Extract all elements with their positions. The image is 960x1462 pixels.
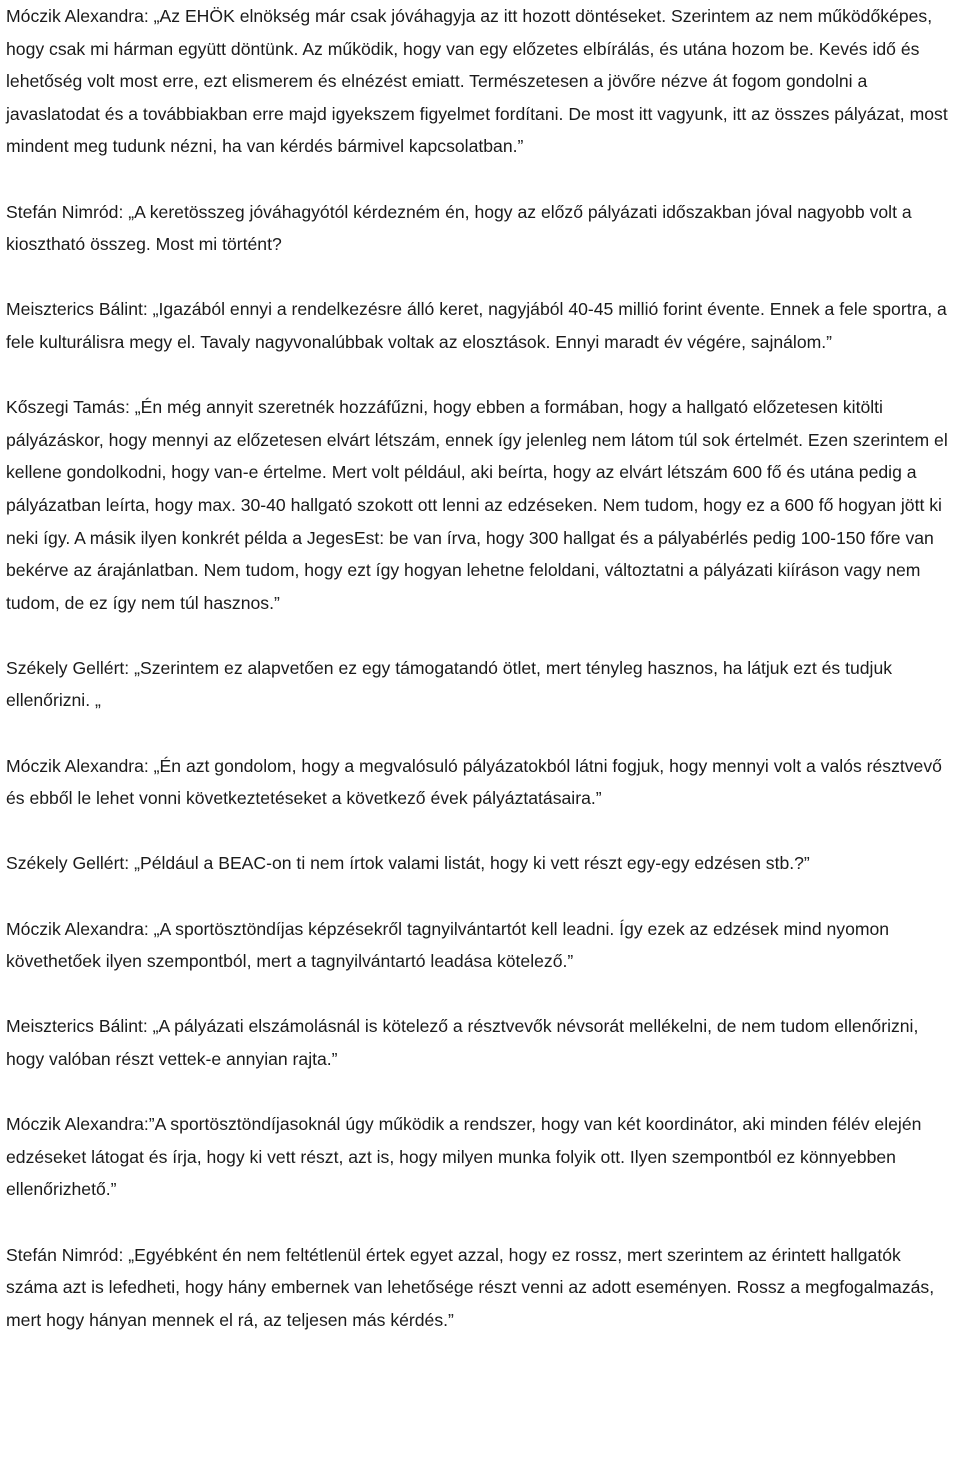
speech-text: „A sportösztöndíjas képzésekről tagnyilvántartót kell leadni. Így ezek az edzések mind nyomon követhetőek ilyen szempontból, mert a tagnyilvántartó leadása kötelező.” — [6, 918, 890, 972]
transcript-paragraph — [6, 1239, 952, 1337]
speech-text: „Például a BEAC-on ti nem írtok valami listát, hogy ki vett részt egy-egy edzésen stb.?” — [134, 853, 810, 874]
speech-text: „Igazából ennyi a rendelkezésre álló keret, nagyjából 40-45 millió forint évente. Ennek a fele sportra, a fele kulturálisra megy el. Tavaly nagyvonalúbbak voltak az elosztások. Ennyi maradt év végére, sajnálom.” — [6, 299, 947, 352]
speaker-name: Meiszterics Bálint: — [6, 299, 148, 320]
transcript-paragraph — [6, 391, 952, 619]
transcript-paragraph — [6, 913, 952, 978]
speech-text: „Az EHÖK elnökség már csak jóváhagyja az itt hozott döntéseket. Szerintem az nem működőképes, hogy csak mi hárman együtt döntünk. Az működik, hogy van egy előzetes elbírálás, és utána hozom be. Kevés idő és lehetőség volt most erre, ezt elismerem és elnézést emiatt. Természetesen a jövőre nézve át fogom gondolni a javaslatodat és a továbbiakban erre majd igyekszem figyelmet fordítani. De most itt vagyunk, itt az összes pályázat, most mindent meg tudunk nézni, ha van kérdés bármivel kapcsolatban.” — [6, 6, 948, 157]
speaker-name: Kőszegi Tamás: — [6, 397, 130, 418]
document-body — [6, 0, 952, 1369]
speech-text: „Szerintem ez alapvetően ez egy támogatandó ötlet, mert tényleg hasznos, ha látjuk ezt és tudjuk ellenőrizni. „ — [6, 657, 893, 711]
transcript-paragraph — [6, 0, 952, 163]
speaker-name: Móczik Alexandra: — [6, 6, 149, 26]
transcript-paragraph — [6, 293, 952, 358]
speech-text: „Egyébként én nem feltétlenül értek egyet azzal, hogy ez rossz, mert szerintem az érintett hallgatók száma azt is lefedheti, hogy hány embernek van lehetősége részt venni az adott eseményen. Rossz a megfogalmazás, mert hogy hányan mennek el rá, az teljesen más kérdés.” — [6, 1244, 935, 1330]
speaker-name: Móczik Alexandra: — [6, 1114, 149, 1135]
speaker-name: Móczik Alexandra: — [6, 755, 149, 776]
transcript-paragraph — [6, 652, 952, 717]
speaker-name: Stefán Nimród: — [6, 1244, 124, 1265]
transcript-paragraph — [6, 196, 952, 261]
transcript-paragraph — [6, 750, 952, 815]
speech-text: „A pályázati elszámolásnál is kötelező a résztvevők névsorát mellékelni, de nem tudom ellenőrizni, hogy valóban részt vettek-e annyian rajta.” — [6, 1016, 919, 1069]
transcript-paragraph — [6, 1108, 952, 1206]
speaker-name: Székely Gellért: — [6, 853, 130, 874]
speech-text: ”A sportösztöndíjasoknál úgy működik a rendszer, hogy van két koordinátor, aki minden félév elején edzéseket látogat és írja, hogy ki vett részt, azt is, hogy milyen munka folyik ott. Ilyen szempontból ez könnyebben ellenőrizhető.” — [6, 1114, 922, 1200]
speech-text: „Én még annyit szeretnék hozzáfűzni, hogy ebben a formában, hogy a hallgató előzetesen kitölti pályázáskor, hogy mennyi az előzetesen elvárt létszám, ennek így jelenleg nem látom túl sok értelmét. Ezen szerintem el kellene gondolkodni, hogy van-e értelme. Mert volt például, aki beírta, hogy az elvárt létszám 600 fő és utána pedig a pályázatban leírta, hogy max. 30-40 hallgató szokott ott lenni az edzéseken. Nem tudom, hogy ez a 600 fő hogyan jött ki neki így. A másik ilyen konkrét példa a JegesEst: be van írva, hogy 300 hallgat és a pályabérlés pedig 100-150 főre van bekérve az árajánlatban. Nem tudom, hogy ezt így hogyan lehetne feloldani, változtatni a pályázati kiíráson vagy nem tudom, de ez így nem túl hasznos.” — [6, 397, 948, 613]
speech-text: „Én azt gondolom, hogy a megvalósuló pályázatokból látni fogjuk, hogy mennyi volt a valós résztvevő és ebből le lehet vonni következtetéseket a következő évek pályáztatásaira.” — [6, 755, 942, 809]
speaker-name: Móczik Alexandra: — [6, 918, 149, 939]
transcript-paragraph — [6, 847, 952, 880]
speech-text: „A keretösszeg jóváhagyótól kérdezném én, hogy az előző pályázati időszakban jóval nagyobb volt a kiosztható összeg. Most mi történt? — [6, 201, 912, 255]
speaker-name: Stefán Nimród: — [6, 201, 124, 222]
speaker-name: Székely Gellért: — [6, 657, 130, 678]
transcript-paragraph — [6, 1010, 952, 1075]
speaker-name: Meiszterics Bálint: — [6, 1016, 148, 1037]
